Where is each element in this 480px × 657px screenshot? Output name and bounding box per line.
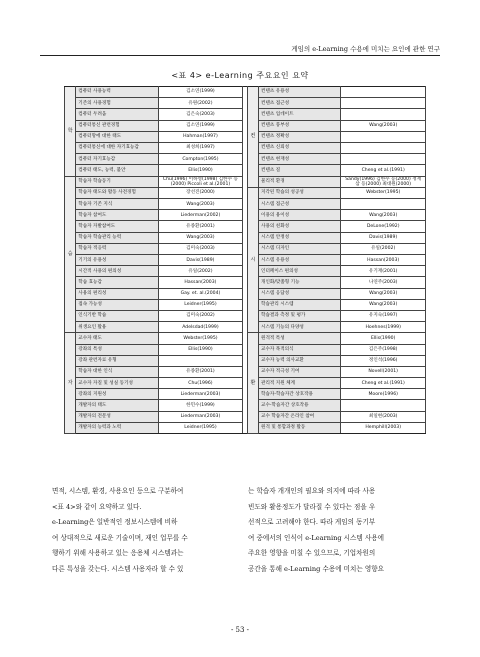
left-reference-cell: 최성희(1997) bbox=[158, 142, 243, 153]
table-row bbox=[65, 199, 426, 210]
right-reference-cell bbox=[341, 109, 426, 120]
left-category-cell: 자 bbox=[65, 333, 76, 434]
table-row bbox=[65, 165, 426, 176]
body-line: 주요한 영향을 미칠 수 있으므로, 기업차원의 bbox=[248, 549, 376, 557]
left-factor-cell: 학습자 태도와 활동 사전경험 bbox=[76, 187, 158, 198]
right-factor-cell: 개인화/맞춤형 기능 bbox=[259, 277, 341, 288]
body-line: e-Learning은 일반적인 정보시스템에 비하 bbox=[52, 518, 178, 526]
right-factor-cell: 시스템 안정성 bbox=[259, 232, 341, 243]
left-factor-cell: 학습자 학습동기 bbox=[76, 176, 158, 187]
column-gap bbox=[243, 109, 248, 120]
left-reference-cell: Chu(1996) bbox=[158, 378, 243, 389]
right-factor-cell: 사용의 친화성 bbox=[259, 221, 341, 232]
right-reference-cell: Davis(1989) bbox=[341, 232, 426, 243]
left-factor-cell: 컴퓨터 자기효능감 bbox=[76, 154, 158, 165]
left-reference-cell: Wang(2003) bbox=[158, 199, 243, 210]
table-row bbox=[65, 355, 426, 366]
left-factor-cell: 개발자의 전문성 bbox=[76, 411, 158, 422]
left-reference-cell: 한민수(1999) bbox=[158, 400, 243, 411]
left-reference-cell: Liederman(2003) bbox=[158, 411, 243, 422]
left-reference-cell: Gay. et. al.(2004) bbox=[158, 288, 243, 299]
column-gap bbox=[243, 288, 248, 299]
right-reference-cell bbox=[341, 98, 426, 109]
body-line: 여 상대적으로 새로운 기술이며, 재인 업무를 수 bbox=[52, 533, 188, 542]
column-gap bbox=[243, 221, 248, 232]
right-reference-cell: 유지숙(1997) bbox=[341, 310, 426, 321]
right-reference-cell: DeLone(1992) bbox=[341, 221, 426, 232]
table-row bbox=[65, 87, 426, 98]
left-factor-cell: 학습자 참여도 bbox=[76, 210, 158, 221]
right-reference-cell: Cheng et al.(1991) bbox=[341, 165, 426, 176]
table-row bbox=[65, 378, 426, 389]
table-row bbox=[65, 310, 426, 321]
table-row bbox=[65, 344, 426, 355]
right-reference-cell bbox=[341, 131, 426, 142]
left-reference-cell: 김소연(1999) bbox=[158, 120, 243, 131]
right-factor-cell: 교수자 적극성 기여 bbox=[259, 366, 341, 377]
right-reference-cell bbox=[341, 87, 426, 98]
column-gap bbox=[243, 322, 248, 333]
right-reference-cell: Hassan(2003) bbox=[341, 255, 426, 266]
left-reference-cell: 김소연(1999) bbox=[158, 87, 243, 98]
left-factor-cell: 학습 효능감 bbox=[76, 277, 158, 288]
body-line: 면적, 시스템, 환경, 사용요인 등으로 구분하여 bbox=[52, 487, 184, 495]
left-factor-cell: 교수자 자질 및 성실 동기성 bbox=[76, 378, 158, 389]
table-row bbox=[65, 255, 426, 266]
left-factor-cell: 컴퓨터망에 대한 태도 bbox=[76, 131, 158, 142]
left-factor-cell: 학습자 적응력 bbox=[76, 243, 158, 254]
table-row bbox=[65, 422, 426, 433]
body-line: <표 4>와 같이 요약하고 있다. bbox=[52, 502, 142, 511]
left-factor-cell: 사용의 편리성 bbox=[76, 288, 158, 299]
right-reference-cell: Wang(2003) bbox=[341, 210, 426, 221]
left-reference-cell: 유종환(2001) bbox=[158, 366, 243, 377]
left-factor-cell: 학습자 대한 인식 bbox=[76, 366, 158, 377]
right-factor-cell: 컨텐츠 신뢰성 bbox=[259, 142, 341, 153]
left-reference-cell: 장선진(2000) bbox=[158, 187, 243, 198]
factor-summary-table bbox=[64, 86, 426, 434]
table-row bbox=[65, 187, 426, 198]
column-gap bbox=[243, 378, 248, 389]
column-gap bbox=[243, 199, 248, 210]
column-gap bbox=[243, 210, 248, 221]
right-factor-cell: 시스템 접근성 bbox=[259, 199, 341, 210]
right-factor-cell: 컨텐츠 질 bbox=[259, 165, 341, 176]
right-category-cell: 시 bbox=[247, 187, 258, 332]
table-row bbox=[65, 299, 426, 310]
right-factor-cell: 컨텐츠 유용성 bbox=[259, 87, 341, 98]
right-factor-cell: 교수자 목적의식 bbox=[259, 344, 341, 355]
right-reference-cell: 유일(2002) bbox=[341, 243, 426, 254]
right-reference-cell: 최일현(2003) bbox=[341, 411, 426, 422]
column-gap bbox=[243, 142, 248, 153]
column-gap bbox=[243, 310, 248, 321]
right-factor-cell: 컨텐츠 정확성 bbox=[259, 131, 341, 142]
left-factor-cell: 인식기반 학습 bbox=[76, 310, 158, 321]
table-row bbox=[65, 210, 426, 221]
table-row bbox=[65, 120, 426, 131]
right-reference-cell: Webster(1995) bbox=[341, 187, 426, 198]
table-row bbox=[65, 288, 426, 299]
left-reference-cell: Hahman(1997) bbox=[158, 131, 243, 142]
left-category-cell: 습 bbox=[65, 176, 76, 333]
left-reference-cell: Liederman(2003) bbox=[158, 389, 243, 400]
right-factor-cell: 교수자 능력 의사교환 bbox=[259, 355, 341, 366]
left-factor-cell: 강좌의 지원성 bbox=[76, 389, 158, 400]
left-factor-cell: 강좌의 특성 bbox=[76, 344, 158, 355]
body-line: 는 학습자 개개인의 필요와 의지에 따라 사용 bbox=[248, 487, 376, 495]
table-row bbox=[65, 243, 426, 254]
column-gap bbox=[243, 255, 248, 266]
left-factor-cell: 접속 가능성 bbox=[76, 299, 158, 310]
left-factor-cell: 개발자의 태도 bbox=[76, 400, 158, 411]
left-reference-cell: 유일(2002) bbox=[158, 266, 243, 277]
column-gap bbox=[243, 165, 248, 176]
right-category-cell: 컨 bbox=[247, 87, 258, 188]
left-factor-cell: 학습자 학습관리 능력 bbox=[76, 232, 158, 243]
right-factor-cell: 학습결과 측정 및 평가 bbox=[259, 310, 341, 321]
left-reference-cell: Wang(2003) bbox=[158, 232, 243, 243]
left-reference-cell: 김미숙(2003) bbox=[158, 243, 243, 254]
left-factor-cell: 컴퓨터 두려움 bbox=[76, 109, 158, 120]
right-factor-cell: 학습자-학습자간 상호작용 bbox=[259, 389, 341, 400]
right-factor-cell: 시스템 응답성 bbox=[259, 288, 341, 299]
left-reference-cell: Adelsdad(1999) bbox=[158, 322, 243, 333]
left-factor-cell: 교수자 태도 bbox=[76, 333, 158, 344]
column-gap bbox=[243, 389, 248, 400]
right-reference-cell: Cheng et al.(1991) bbox=[341, 378, 426, 389]
table-row bbox=[65, 232, 426, 243]
right-factor-cell: 시스템 디자인 bbox=[259, 243, 341, 254]
right-reference-cell: 정인석(1996) bbox=[341, 355, 426, 366]
right-factor-cell: 컨텐츠 접근성 bbox=[259, 98, 341, 109]
column-gap bbox=[243, 266, 248, 277]
right-factor-cell: 시스템 기능의 다양성 bbox=[259, 322, 341, 333]
column-gap bbox=[243, 243, 248, 254]
left-reference-cell: Chu(1996) 이하영(1998) 김한수 등(2000) Piccoli et al.(2001) bbox=[158, 176, 243, 187]
column-gap bbox=[243, 400, 248, 411]
left-reference-cell: Ellis(1990) bbox=[158, 344, 243, 355]
page-number: - 53 - bbox=[230, 626, 250, 634]
left-factor-cell: 컴퓨터 사용능력 bbox=[76, 87, 158, 98]
left-reference-cell bbox=[158, 355, 243, 366]
right-factor-cell: 컨텐츠 업데이트 bbox=[259, 109, 341, 120]
right-reference-cell: 김은주(1998) bbox=[341, 344, 426, 355]
left-reference-cell: Ellis(1990) bbox=[158, 165, 243, 176]
right-reference-cell bbox=[341, 154, 426, 165]
right-reference-cell: Hoehnes(1999) bbox=[341, 322, 426, 333]
table-row bbox=[65, 131, 426, 142]
table-row bbox=[65, 333, 426, 344]
right-factor-cell: 물리적 환경 bbox=[259, 176, 341, 187]
column-gap bbox=[243, 277, 248, 288]
right-factor-cell: 원격 및 통합과정 활동 bbox=[259, 422, 341, 433]
body-column-right bbox=[248, 484, 428, 577]
column-gap bbox=[243, 98, 248, 109]
right-reference-cell: Hemphill(2003) bbox=[341, 422, 426, 433]
right-factor-cell: 학습관리 시스템 bbox=[259, 299, 341, 310]
right-reference-cell: Novell(2001) bbox=[341, 366, 426, 377]
right-factor-cell: 이용의 용이성 bbox=[259, 210, 341, 221]
left-reference-cell: Webster(1995) bbox=[158, 333, 243, 344]
running-header: 게임의 e-Learning 수용에 미치는 요인에 관한 연구 bbox=[40, 44, 440, 56]
right-reference-cell: Wang(2003) bbox=[341, 120, 426, 131]
right-factor-cell: 인터페이스 편의성 bbox=[259, 266, 341, 277]
left-factor-cell: 컴퓨터통신에 대한 자기효능감 bbox=[76, 142, 158, 153]
right-factor-cell: 시스템 유용성 bbox=[259, 255, 341, 266]
right-reference-cell bbox=[341, 199, 426, 210]
left-reference-cell: Leidner(1995) bbox=[158, 299, 243, 310]
right-factor-cell: 교수 학습자간 온라인 참여 bbox=[259, 411, 341, 422]
table-caption: <표 4> e-Learning 주요요인 요약 bbox=[171, 71, 309, 80]
column-gap bbox=[243, 344, 248, 355]
column-gap bbox=[243, 232, 248, 243]
right-factor-cell: 컨텐츠 현재성 bbox=[259, 154, 341, 165]
right-reference-cell: Ellis(1990) bbox=[341, 333, 426, 344]
right-reference-cell bbox=[341, 400, 426, 411]
body-column-left bbox=[52, 484, 232, 577]
column-gap bbox=[243, 366, 248, 377]
left-reference-cell: Compton(1995) bbox=[158, 154, 243, 165]
left-factor-cell: 학습자 기존 지식 bbox=[76, 199, 158, 210]
column-gap bbox=[243, 411, 248, 422]
body-line: 빈도와 활용정도가 달라질 수 있다는 점을 우 bbox=[248, 502, 376, 511]
left-factor-cell: 개발자의 능력과 노력 bbox=[76, 422, 158, 433]
body-line: 행하기 위해 사용하고 있는 응용체 시스템과는 bbox=[52, 549, 184, 557]
left-factor-cell: 기기의 유용성 bbox=[76, 255, 158, 266]
left-reference-cell: Davis(1989) bbox=[158, 255, 243, 266]
right-reference-cell bbox=[341, 142, 426, 153]
left-reference-cell: 유종환(2001) bbox=[158, 221, 243, 232]
right-factor-cell: 원격적 특성 bbox=[259, 333, 341, 344]
table-row bbox=[65, 154, 426, 165]
table-row bbox=[65, 221, 426, 232]
right-category-cell: 환 bbox=[247, 333, 258, 434]
right-factor-cell: 컨텐츠 풍부성 bbox=[259, 120, 341, 131]
body-line: 다른 특성을 갖는다. 시스템 사용자라 할 수 있 bbox=[52, 564, 184, 573]
body-line: 여 중에서의 인식이 e-Learning 시스템 사용에 bbox=[248, 533, 384, 542]
table-row bbox=[65, 98, 426, 109]
left-factor-cell: 위생요인 활용 bbox=[76, 322, 158, 333]
table-row bbox=[65, 400, 426, 411]
table-row bbox=[65, 366, 426, 377]
table-row bbox=[65, 277, 426, 288]
right-factor-cell: 지각된 학습의 성공성 bbox=[259, 187, 341, 198]
right-reference-cell: 나연주(2003) bbox=[341, 277, 426, 288]
table-row bbox=[65, 266, 426, 277]
left-reference-cell: 김미숙(2002) bbox=[158, 310, 243, 321]
right-reference-cell: 유기재(2001) bbox=[341, 266, 426, 277]
table-row bbox=[65, 176, 426, 187]
right-reference-cell: Wang(2003) bbox=[341, 299, 426, 310]
body-line: 공간을 통해 e-Learning 수용에 미치는 영향요 bbox=[248, 564, 384, 573]
table-row bbox=[65, 411, 426, 422]
left-factor-cell: 기존의 사용경험 bbox=[76, 98, 158, 109]
left-factor-cell: 컴퓨터통신 관련경험 bbox=[76, 120, 158, 131]
column-gap bbox=[243, 299, 248, 310]
column-gap bbox=[243, 176, 248, 187]
right-reference-cell: Sandy(1996) 김한수 등(2000) 정재삼 등(2000) 최대원(2000) bbox=[341, 176, 426, 187]
column-gap bbox=[243, 422, 248, 433]
table-row bbox=[65, 322, 426, 333]
right-factor-cell: 관리적 지원 체계 bbox=[259, 378, 341, 389]
right-reference-cell: Wang(2003) bbox=[341, 288, 426, 299]
right-factor-cell: 교수-학습자간 상호작용 bbox=[259, 400, 341, 411]
left-reference-cell: Leidner(1995) bbox=[158, 422, 243, 433]
column-gap bbox=[243, 355, 248, 366]
left-category-cell: 학 bbox=[65, 87, 76, 177]
table-row bbox=[65, 109, 426, 120]
left-reference-cell: 유원(2002) bbox=[158, 98, 243, 109]
column-gap bbox=[243, 154, 248, 165]
left-factor-cell: 시간적 사용의 편의성 bbox=[76, 266, 158, 277]
column-gap bbox=[243, 120, 248, 131]
column-gap bbox=[243, 131, 248, 142]
left-factor-cell: 컴퓨터 태도, 능력, 불안 bbox=[76, 165, 158, 176]
left-reference-cell: Hassan(2003) bbox=[158, 277, 243, 288]
table-row bbox=[65, 142, 426, 153]
body-line: 선적으로 고려해야 한다. 따라 게임의 동기부 bbox=[248, 518, 376, 526]
left-factor-cell: 강좌 관련자료 유형 bbox=[76, 355, 158, 366]
left-reference-cell: Liederman(2002) bbox=[158, 210, 243, 221]
right-reference-cell: Moore(1996) bbox=[341, 389, 426, 400]
left-factor-cell: 학습자 자발참여도 bbox=[76, 221, 158, 232]
left-reference-cell: 김은숙(2003) bbox=[158, 109, 243, 120]
table-row bbox=[65, 389, 426, 400]
